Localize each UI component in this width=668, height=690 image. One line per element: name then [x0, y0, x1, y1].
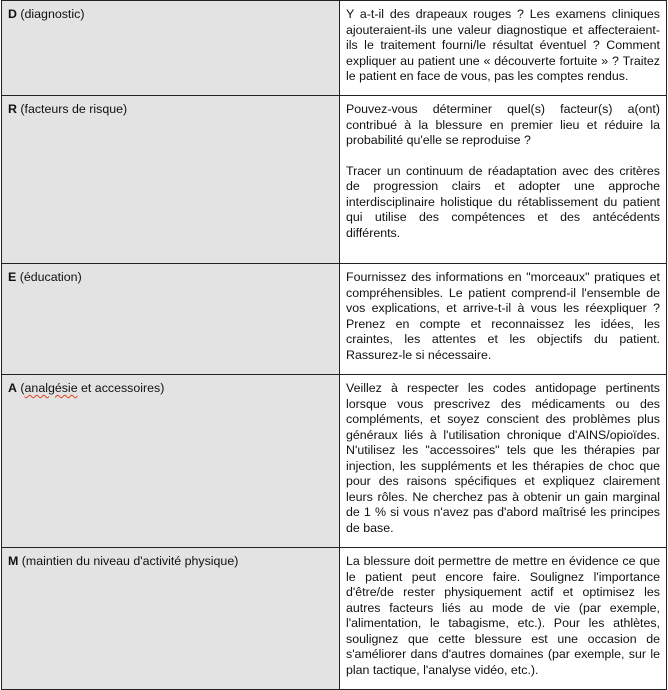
dream-table: [1, 0, 667, 690]
row-letter: M: [8, 554, 19, 568]
row-description-cell: [340, 264, 667, 375]
row-letter: D: [8, 7, 17, 21]
row-description-cell: [340, 96, 667, 264]
row-label-prefix: (: [16, 381, 25, 395]
row-label: (éducation): [16, 270, 82, 284]
row-letter: A: [8, 381, 17, 395]
row-description-cell: [340, 375, 667, 548]
table-row: [2, 1, 667, 96]
row-label: (maintien du niveau d'activité physique): [18, 554, 239, 568]
row-label-cell: [2, 264, 340, 375]
table-row: [2, 264, 667, 375]
row-label-cell: [2, 375, 340, 548]
row-letter: E: [8, 270, 17, 284]
row-label-cell: [2, 1, 340, 96]
description-paragraph: Y a-t-il des drapeaux rouges ? Les examens cliniques ajouteraient-ils une valeur diagnostique et affecteraient-ils le traitement fourni/le résultat éventuel ? Comment expliquer au patient une « découverte fortuite » ? Traitez le patient en face de vous, pas les comptes rendus.: [346, 7, 660, 83]
description-paragraph: Veillez à respecter les codes antidopage pertinents lorsque vous prescrivez des médicaments ou des compléments, et soyez conscient des problèmes plus généraux liés à l'utilisation chronique d'AINS/opioïdes. N'utilisez les "accessoires" tels que les thérapies par injection, les suppléments et les thérapies de choc que pour des raisons spécifiques et expliquez clairement leurs rôles. Ne cherchez pas à obtenir un gain marginal de 1 % si vous n'avez pas d'abord maîtrisé les principes de base.: [346, 381, 660, 535]
row-label: (diagnostic): [16, 7, 85, 21]
row-label-suffix: et accessoires): [77, 381, 165, 395]
description-paragraph: La blessure doit permettre de mettre en évidence ce que le patient peut encore faire. Soulignez l'importance d'être/de rester physiquement actif et optimisez les autres facteurs liés au mode de vie (par exemple, l'alimentation, le tabagisme, etc.). Pour les athlètes, soulignez que cette blessure est une occasion de s'améliorer dans d'autres domaines (par exemple, sur le plan tactique, l'analyse vidéo, etc.).: [346, 554, 660, 677]
description-paragraph: Fournissez des informations en "morceaux" pratiques et compréhensibles. Le patient comprend-il l'ensemble de vos explications, et arrive-t-il à vous les réexpliquer ? Prenez en compte et reconnaissez les idées, les craintes, les attentes et les objectifs du patient. Rassurez-le si nécessaire.: [346, 270, 660, 362]
spellcheck-flagged-word: analgésie: [24, 381, 78, 395]
row-label-cell: [2, 548, 340, 690]
table-row: [2, 375, 667, 548]
row-description-cell: [340, 1, 667, 96]
table-row: [2, 96, 667, 264]
description-paragraph: Tracer un continuum de réadaptation avec des critères de progression clairs et adopter une approche interdisciplinaire holistique du rétablissement du patient qui utilise des compétences et des antécédents différents.: [346, 163, 660, 240]
table-row: [2, 548, 667, 690]
description-paragraph: Pouvez-vous déterminer quel(s) facteur(s) a(ont) contribué à la blessure en premier lieu et réduire la probabilité qu'elle se reproduise ?: [346, 102, 660, 147]
row-label-cell: [2, 96, 340, 264]
row-description-cell: [340, 548, 667, 690]
row-letter: R: [8, 102, 17, 116]
row-label: (facteurs de risque): [16, 102, 128, 116]
